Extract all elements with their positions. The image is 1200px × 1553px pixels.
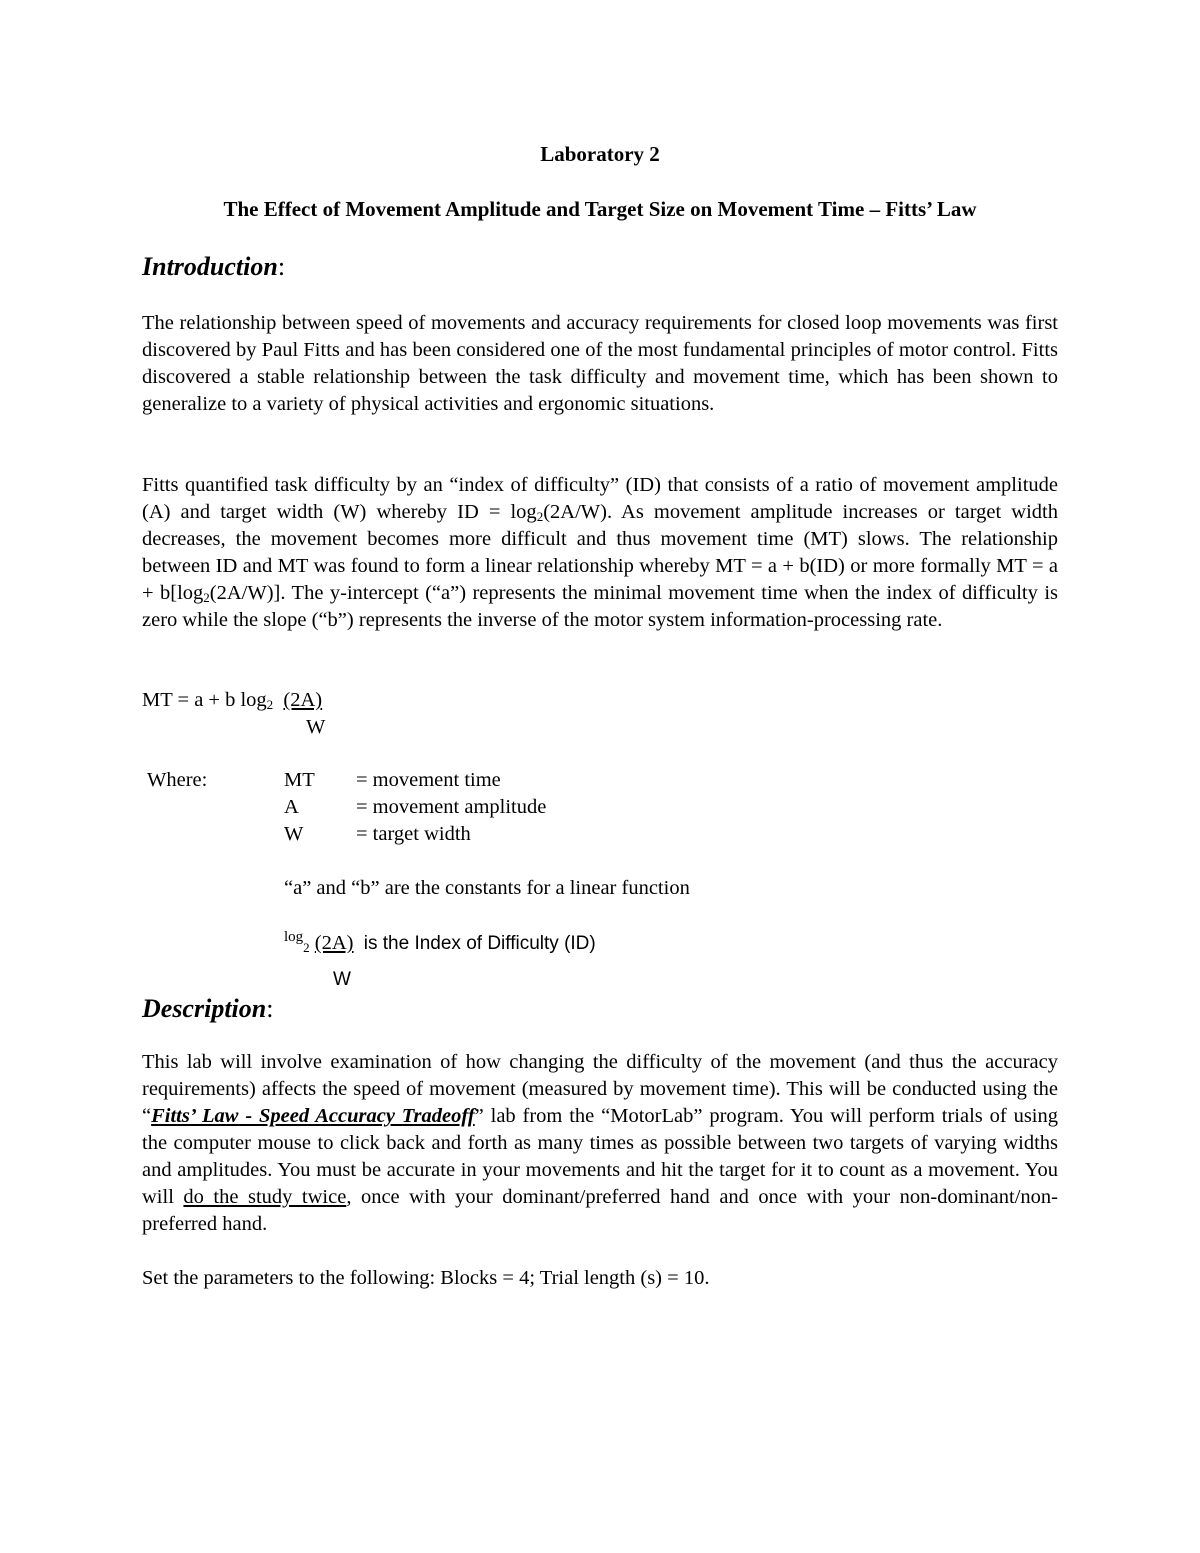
p2-text-2: (2A/W). As movement amplitude increases or target width decreases, the movement becomes more difficult and thus movement time (MT) slows. The relationship between ID and MT was found to form a linear relationship whereby MT = a + b(ID) or more formally MT = a + b[log (142, 501, 1058, 604)
p2-text-1: Fitts quantified task difficulty by an “index of difficulty” (ID) that consists of a ratio of movement amplitude (A) and target width (W) whereby ID = log (142, 474, 1058, 523)
introduction-heading-colon: : (277, 252, 286, 281)
definition-meaning-a: = movement amplitude (356, 796, 547, 818)
formula-numerator: (2A) (283, 689, 323, 711)
desc-text-1: This lab will involve examination of how changing the difficulty of the movement (and thus the accuracy requirements) affects the speed of movement (measured by movement time). This will be conducted using the “ (142, 1051, 1058, 1127)
lab-name: Fitts’ Law - Speed Accuracy Tradeoff (151, 1105, 475, 1127)
introduction-paragraph-2 (142, 472, 1058, 634)
definition-meaning-w: = target width (356, 823, 471, 845)
definition-symbol-w: W (284, 823, 304, 845)
id-note (284, 930, 596, 959)
description-paragraph-2: Set the parameters to the following: Blocks = 4; Trial length (s) = 10. (142, 1267, 710, 1289)
desc-text-3: , once with your dominant/preferred hand and once with your non-dominant/non-preferred hand. (142, 1186, 1058, 1235)
definition-symbol-a: A (284, 796, 299, 818)
lab-title: Laboratory 2 (540, 142, 660, 166)
description-heading (142, 994, 273, 1024)
id-note-log: log (284, 929, 304, 945)
definition-symbol-mt: MT (284, 769, 315, 791)
document-subtitle: The Effect of Movement Amplitude and Target Size on Movement Time – Fitts’ Law (223, 197, 977, 221)
formula-denominator: W (306, 716, 326, 738)
id-note-numerator: (2A) (314, 932, 354, 954)
id-note-subscript: 2 (303, 940, 310, 955)
id-note-denominator: W (333, 969, 351, 990)
formula-lhs: MT = a + b log (142, 689, 267, 711)
formula-subscript: 2 (266, 697, 274, 712)
fitts-formula (142, 687, 322, 714)
p2-subscript-1: 2 (536, 509, 544, 524)
description-heading-text: Description (142, 994, 267, 1023)
study-twice-emphasis: do the study twice (183, 1186, 347, 1208)
p2-subscript-2: 2 (203, 590, 210, 605)
introduction-heading (142, 252, 285, 282)
desc-text-2: ” lab from the “MotorLab” program. You will perform trials of using the computer mouse to click back and forth as many times as possible between two targets of varying widths and amplitudes. You must be accurate in your movements and hit the target for it to count as a movement. You will (142, 1105, 1058, 1208)
constants-note: “a” and “b” are the constants for a linear function (284, 877, 690, 899)
introduction-heading-text: Introduction (142, 252, 278, 281)
introduction-paragraph-1: The relationship between speed of movements and accuracy requirements for closed loop movements was first discovered by Paul Fitts and has been considered one of the most fundamental principles of motor control. Fitts discovered a stable relationship between the task difficulty and movement time, which has been shown to generalize to a variety of physical activities and ergonomic situations. (142, 312, 1058, 415)
description-heading-colon: : (266, 994, 274, 1023)
id-note-text: is the Index of Difficulty (ID) (363, 933, 596, 954)
definition-meaning-mt: = movement time (356, 769, 501, 791)
where-label: Where: (147, 769, 208, 791)
description-paragraph-1 (142, 1049, 1058, 1238)
p2-text-3: (2A/W)]. The y-intercept (“a”) represents the minimal movement time when the index of difficulty is zero while the slope (“b”) represents the inverse of the motor system information-processing rate. (142, 582, 1058, 631)
